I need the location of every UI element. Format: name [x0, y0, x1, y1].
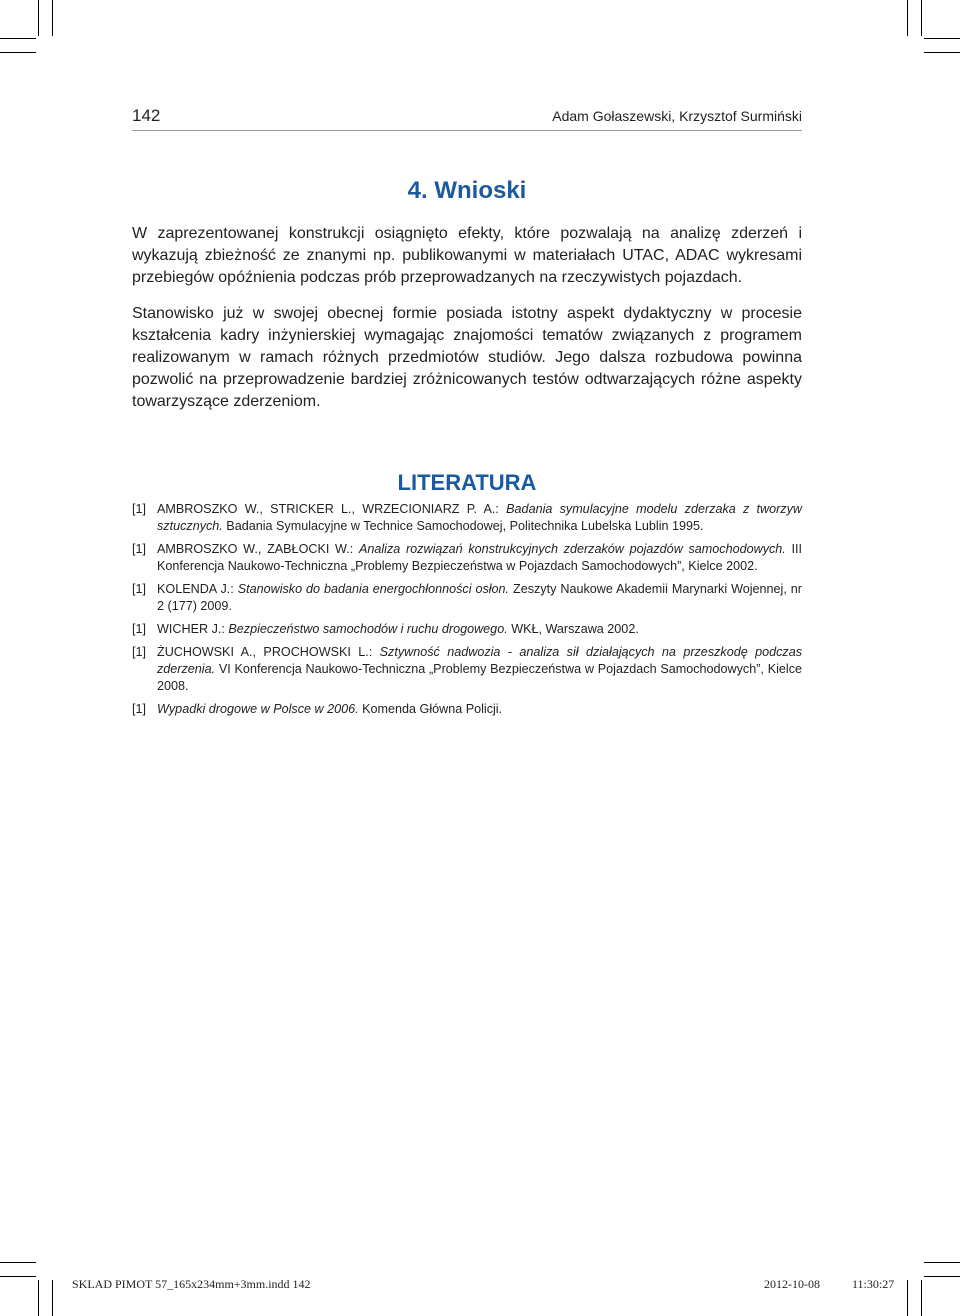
- reference-authors: AMBROSZKO W., STRICKER L., WRZECIONIARZ P. A.:: [157, 502, 507, 516]
- reference-number: [1]: [132, 702, 147, 716]
- print-slug-date: 2012-10-08: [764, 1277, 820, 1291]
- crop-mark-top-right-v: [907, 0, 908, 36]
- reference-list: [132, 501, 802, 724]
- reference-number: [1]: [132, 582, 147, 596]
- print-slug-file: SKLAD PIMOT 57_165x234mm+3mm.indd 142: [72, 1277, 311, 1291]
- reference-item: [132, 501, 802, 535]
- running-head: [132, 104, 802, 131]
- crop-mark-bottom-left-h2: [0, 1276, 36, 1277]
- literature-title: LITERATURA: [397, 470, 537, 495]
- reference-source: VI Konferencja Naukowo-Techniczna „Problemy Bezpieczeństwa w Pojazdach Samochodowych”, Kielce 2008.: [157, 662, 802, 693]
- reference-number: [1]: [132, 502, 147, 516]
- reference-source: Zeszyty Naukowe Akademii Marynarki Wojennej, nr 2 (177) 2009.: [157, 582, 802, 613]
- crop-mark-top-left-v: [38, 0, 39, 36]
- running-head-authors: Adam Gołaszewski, Krzysztof Surmiński: [552, 108, 802, 124]
- conclusion-paragraph-2: Stanowisko już w swojej obecnej formie posiada istotny aspekt dydaktyczny w procesie kształcenia kadry inżynierskiej wymagając znajomości tematów związanych z programem realizowanym w ramach różnych przedmiotów studiów. Jego dalsza rozbudowa powinna pozwolić na przeprowadzenie bardziej zróżnicowanych testów odtwarzających różne aspekty towarzyszące zderzeniom.: [132, 305, 802, 410]
- crop-mark-top-left-h: [0, 38, 36, 39]
- crop-mark-bottom-right-h: [924, 1262, 960, 1263]
- reference-number: [1]: [132, 622, 147, 636]
- crop-mark-bottom-left-v2: [52, 1280, 53, 1316]
- conclusion-paragraph-1: W zaprezentowanej konstrukcji osiągnięto efekty, które pozwalają na analizę zderzeń i wykazują zbieżność ze znanymi np. publikowanymi w materiałach UTAC, ADAC wykresami przebiegów opóźnienia podczas prób przeprowadzanych na rzeczywistych pojazdach.: [132, 225, 802, 286]
- reference-authors: KOLENDA J.:: [157, 582, 238, 596]
- reference-title: Wypadki drogowe w Polsce w 2006.: [157, 702, 359, 716]
- reference-number: [1]: [132, 542, 147, 556]
- crop-mark-bottom-left-v: [38, 1280, 39, 1316]
- reference-authors: ŻUCHOWSKI A., PROCHOWSKI L.:: [157, 645, 380, 659]
- reference-title: Badania symulacyjne modelu zderzaka z tworzyw sztucznych.: [157, 502, 802, 533]
- reference-title: Analiza rozwiązań konstrukcyjnych zderzaków pojazdów samochodowych.: [358, 542, 786, 556]
- crop-mark-top-right-h: [924, 38, 960, 39]
- crop-mark-bottom-left-h: [0, 1262, 36, 1263]
- reference-title: Sztywność nadwozia - analiza sił działających na przeszkodę podczas zderzenia.: [157, 645, 803, 676]
- crop-mark-top-right-h2: [924, 52, 960, 53]
- reference-item: [132, 644, 802, 695]
- reference-authors: WICHER J.:: [157, 622, 229, 636]
- crop-mark-bottom-right-h2: [924, 1276, 960, 1277]
- crop-mark-top-right-v2: [921, 0, 922, 36]
- crop-mark-top-left-v2: [52, 0, 53, 36]
- reference-title: Bezpieczeństwo samochodów i ruchu drogowego.: [228, 622, 508, 636]
- reference-item: [132, 621, 802, 638]
- reference-source: III Konferencja Naukowo-Techniczna „Problemy Bezpieczeństwa w Pojazdach Samochodowych”, Kielce 2002.: [157, 542, 802, 573]
- reference-item: [132, 701, 802, 718]
- reference-number: [1]: [132, 645, 147, 659]
- reference-title: Stanowisko do badania energochłonności osłon.: [237, 582, 510, 596]
- crop-mark-top-left-h2: [0, 52, 36, 53]
- reference-item: [132, 581, 802, 615]
- print-slug-time: 11:30:27: [852, 1277, 895, 1291]
- section-title: 4. Wnioski: [407, 177, 527, 204]
- crop-mark-bottom-right-v2: [921, 1280, 922, 1316]
- page-number: 142: [132, 106, 161, 125]
- reference-source: WKŁ, Warszawa 2002.: [507, 622, 639, 636]
- reference-authors: AMBROSZKO W., ZABŁOCKI W.:: [157, 542, 359, 556]
- reference-item: [132, 541, 802, 575]
- reference-source: Komenda Główna Policji.: [358, 702, 503, 716]
- crop-mark-bottom-right-v: [907, 1280, 908, 1316]
- reference-source: Badania Symulacyjne w Technice Samochodowej, Politechnika Lubelska Lublin 1995.: [222, 519, 704, 533]
